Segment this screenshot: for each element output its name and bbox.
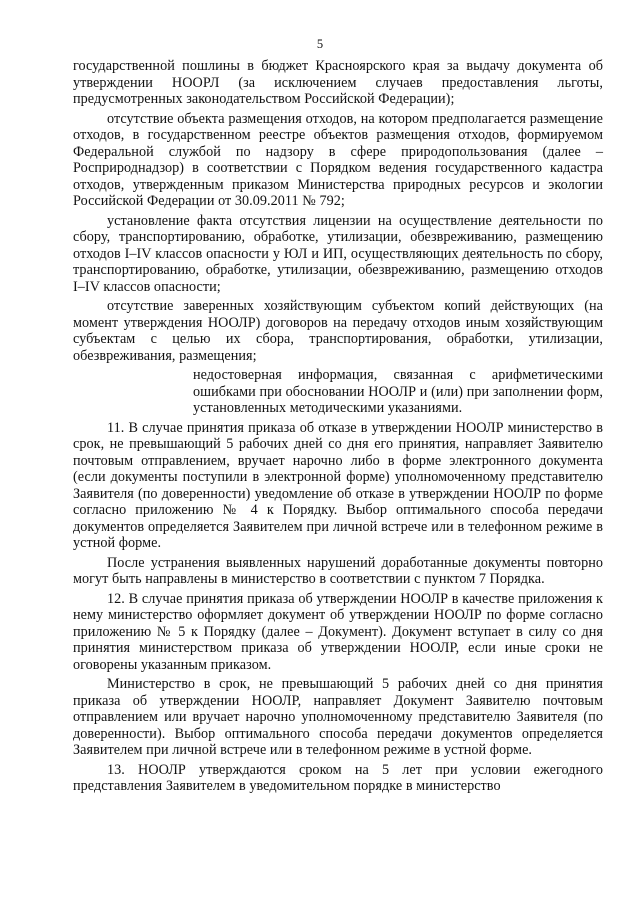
paragraph-inaccurate-information: недостоверная информация, связанная с арифметическими ошибками при обосновании НООЛР и (или) при заполнении форм, установленных методическими указаниями. <box>193 367 603 416</box>
paragraph-contracts-absence: отсутствие заверенных хозяйствующим субъектом копий действующих (на момент утверждения НООЛР) договоров на передачу отходов иным хозяйствующим субъектам с целью их сбора, транспортирования, обработки, утилизации, обезвреживания, размещения; <box>73 298 603 364</box>
paragraph-fee-exemption: государственной пошлины в бюджет Красноярского края за выдачу документа об утверждении НООРЛ (за исключением случаев предоставления льготы, предусмотренных законодательством Российской Федерации); <box>73 58 603 107</box>
paragraph-section-13: 13. НООЛР утверждаются сроком на 5 лет при условии ежегодного представления Заявителем в уведомительном порядке в министерство <box>73 761 603 794</box>
paragraph-waste-facility-registry: отсутствие объекта размещения отходов, на котором предполагается размещение отходов, в государственном реестре объектов размещения отходов, формируемом Федеральной службой по надзору в сфере природопользования (далее – Росприроднадзор) в соответствии с Порядком ведения государственного кадастра отходов, утвержденным приказом Министерства природных ресурсов и экологии Российской Федерации от 30.09.2011 № 792; <box>73 110 603 209</box>
paragraph-document-delivery: Министерство в срок, не превышающий 5 рабочих дней со дня принятия приказа об утверждении НООЛР, направляет Документ Заявителю почтовым отправлением или вручает нарочно уполномоченному представителю Заявителя (по доверенности). Выбор оптимального способа передачи документов определяется Заявителем при личной встрече или в телефонном режиме в устной форме. <box>73 676 603 758</box>
paragraph-license-absence: установление факта отсутствия лицензии на осуществление деятельности по сбору, транспортированию, обработке, утилизации, обезвреживанию, размещению отходов I–IV классов опасности у ЮЛ и ИП, осуществляющих деятельность по сбору, транспортированию, обработке, утилизации, обезвреживанию, размещению отходов I–IV классов опасности; <box>73 212 603 295</box>
paragraph-resubmission: После устранения выявленных нарушений доработанные документы повторно могут быть направлены в министерство в соответствии с пунктом 7 Порядка. <box>73 554 603 587</box>
page-content <box>73 58 603 798</box>
page-number: 5 <box>316 37 324 51</box>
paragraph-section-11: 11. В случае принятия приказа об отказе в утверждении НООЛР министерство в срок, не превышающий 5 рабочих дней со дня его принятия, направляет Заявителю почтовым отправлением, вручает нарочно либо в форме электронного документа (если документы поступили в электронной форме) уполномоченному представителю Заявителя (по доверенности) уведомление об отказе в утверждении НООЛР по форме согласно приложению № 4 к Порядку. Выбор оптимального способа передачи документов определяется Заявителем при личной встрече или в телефонном режиме в устной форме. <box>73 419 603 551</box>
paragraph-section-12: 12. В случае принятия приказа об утверждении НООЛР в качестве приложения к нему министерство оформляет документ об утверждении НООЛР по форме согласно приложению № 5 к Порядку (далее – Документ). Документ вступает в силу со дня принятия министерством приказа об утверждении НООЛР, если иные сроки не оговорены указанным приказом. <box>73 590 603 673</box>
